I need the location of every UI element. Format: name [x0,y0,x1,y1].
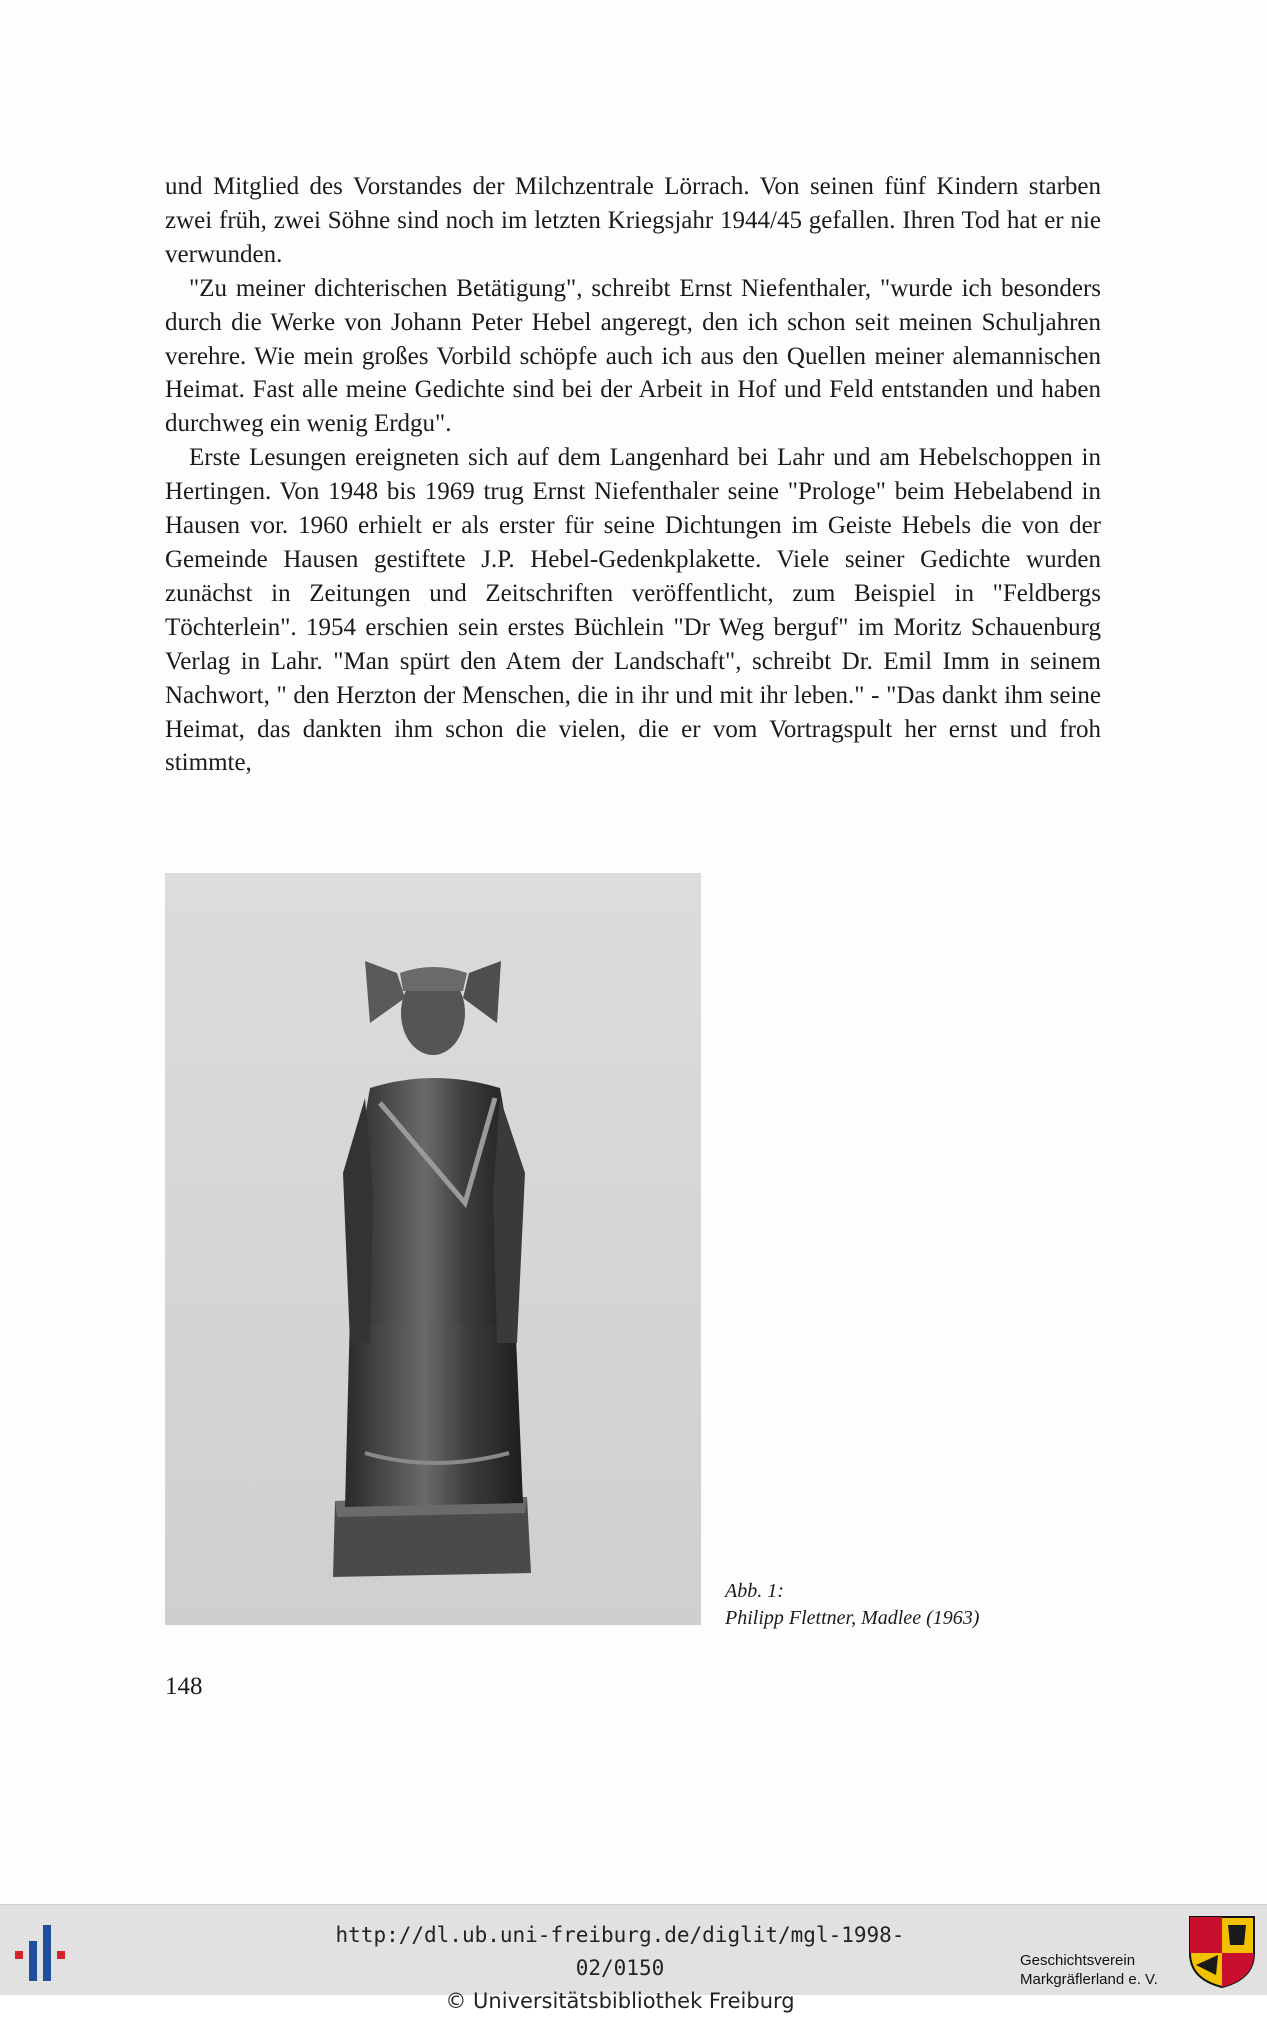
footer-url-link[interactable]: http://dl.ub.uni-freiburg.de/diglit/mgl-1998-02/0150 [335,1923,905,1980]
paragraph-1: und Mitglied des Vorstandes der Milchzentrale Lörrach. Von seinen fünf Kindern starben zwei früh, zwei Söhne sind noch im letzten Kriegsjahr 1944/45 gefallen. Ihren Tod hat er nie verwunden. [165,173,1101,268]
sculpture-photo [165,873,701,1625]
figure-caption [725,1578,1085,1632]
coat-of-arms-icon [1188,1915,1256,1989]
caption-label: Abb. 1: [725,1580,784,1602]
body-text [165,170,1101,780]
page-number: 148 [165,1673,203,1700]
society-line-2: Markgräflerland e. V. [1020,1971,1158,1988]
sculpture-figure-icon [165,873,701,1625]
footer-copyright: © Universitätsbibliothek Freiburg [445,1989,795,2013]
society-line-1: Geschichtsverein [1020,1952,1136,1969]
footer-citation [300,1919,940,2018]
footer-bar [0,1904,1267,2013]
paragraph-3: Erste Lesungen ereigneten sich auf dem Langenhard bei Lahr und am Hebelschoppen in Hertingen. Von 1948 bis 1969 trug Ernst Niefenthaler seine "Prologe" beim Hebelabend in Hausen vor. 1960 erhielt er als erster für seine Dichtungen im Geiste Hebels die von der Gemeinde Hausen gestiftete J.P. Hebel-Gedenkplakette. Viele seiner Gedichte wurden zunächst in Zeitungen und Zeitschriften veröffentlicht, zum Beispiel in "Feldbergs Töchterlein". 1954 erschien sein erstes Büchlein "Dr Weg berguf" im Moritz Schauenburg Verlag in Lahr. "Man spürt den Atem der Landschaft", schreibt Dr. Emil Imm in seinem Nachwort, " den Herzton der Menschen, die in ihr und mit ihr leben." - "Das dankt ihm seine Heimat, das dankten ihm schon die vielen, die er vom Vortragspult her ernst und froh stimmte, [165,444,1101,777]
caption-text: Philipp Flettner, Madlee (1963) [725,1607,980,1629]
paragraph-2: "Zu meiner dichterischen Betätigung", schreibt Ernst Niefenthaler, "wurde ich besonders durch die Werke von Johann Peter Hebel angeregt, den ich schon seit meinen Schuljahren verehre. Wie mein großes Vorbild schöpfe auch ich aus den Quellen meiner alemannischen Heimat. Fast alle meine Gedichte sind bei der Arbeit in Hof und Feld entstanden und haben durchweg ein wenig Erdgu". [165,274,1101,438]
ub-freiburg-logo-icon[interactable] [15,1925,81,1981]
society-name [1020,1951,1190,1989]
